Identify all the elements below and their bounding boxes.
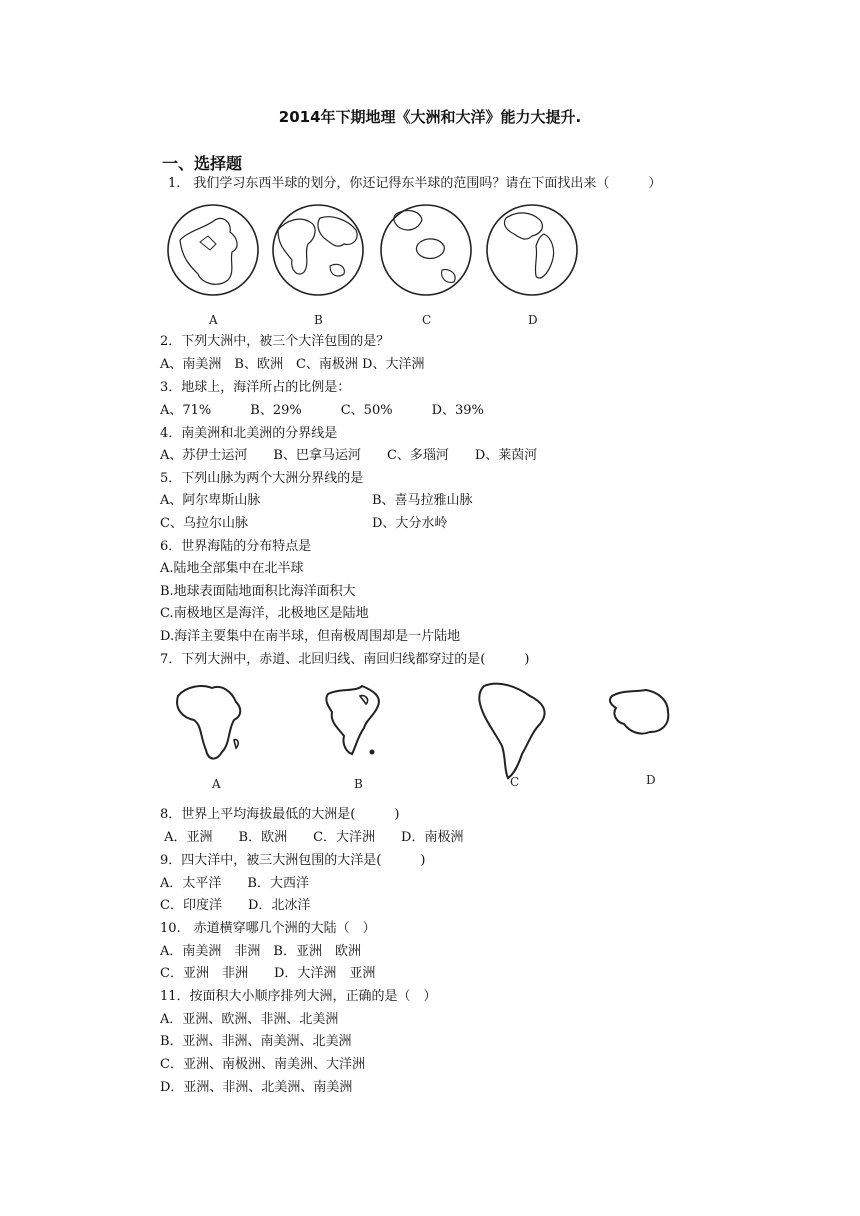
question-8-stem: 8．世界上平均海拔最低的大洲是( ): [160, 807, 400, 822]
question-10-stem: 10. 赤道横穿哪几个洲的大陆（ ）: [160, 921, 376, 936]
globe-label-a: A: [209, 313, 218, 327]
globe-b: [273, 205, 363, 295]
globe-d: [487, 205, 577, 295]
question-11-option-b: B．亚洲、非洲、南美洲、北美洲: [160, 1034, 352, 1049]
question-4-options: A、苏伊士运河 B、巴拿马运河 C、多瑙河 D、莱茵河: [160, 448, 538, 463]
continent-outline-africa: [177, 686, 240, 759]
globe-a: [168, 205, 258, 295]
question-2-options: A、南美洲 B、欧洲 C、南极洲 D、大洋洲: [160, 357, 425, 372]
globe-label-b: B: [314, 313, 323, 327]
continent-label-b: B: [354, 777, 363, 791]
continent-outline-antarctica: [610, 690, 668, 734]
question-6-option-b: B.地球表面陆地面积比海洋面积大: [160, 584, 356, 599]
question-5-option-d: D、大分水岭: [372, 516, 448, 531]
question-9-stem: 9．四大洋中，被三大洲包围的大洋是( ): [160, 853, 426, 868]
continent-label-c: C: [510, 775, 520, 789]
question-7-stem: 7．下列大洲中，赤道、北回归线、南回归线都穿过的是( ): [160, 652, 530, 667]
continent-outlines-figure: [160, 674, 700, 794]
question-6-option-c: C.南极地区是海洋，北极地区是陆地: [160, 606, 369, 621]
question-9-options-line1: A．太平洋 B．大西洋: [160, 876, 309, 891]
question-5-option-c: C、乌拉尔山脉: [160, 516, 248, 531]
question-4-stem: 4．南美洲和北美洲的分界线是: [160, 426, 338, 441]
question-8-options: A．亚洲 B．欧洲 C．大洋洲 D．南极洲: [160, 830, 464, 845]
globe-label-c: C: [422, 313, 432, 327]
page-title: 2014年下期地理《大洲和大洋》能力大提升.: [278, 108, 582, 126]
continent-label-d: D: [646, 773, 656, 787]
question-5-stem: 5．下列山脉为两个大洲分界线的是: [160, 471, 364, 486]
section-heading: 一、选择题: [162, 154, 243, 173]
question-3-options: A、71% B、29% C、50% D、39%: [160, 403, 484, 418]
island-dot: [370, 750, 375, 755]
question-6-stem: 6．世界海陆的分布特点是: [160, 539, 312, 554]
globe-label-d: D: [528, 313, 538, 327]
question-5-option-b: B、喜马拉雅山脉: [372, 493, 473, 508]
question-11-option-a: A．亚洲、欧洲、非洲、北美洲: [160, 1012, 339, 1027]
question-10-options-line1: A．南美洲 非洲 B．亚洲 欧洲: [160, 944, 361, 959]
hemisphere-globes-figure: [160, 200, 590, 330]
continent-outline-south-america: [479, 684, 544, 778]
question-9-options-line2: C．印度洋 D．北冰洋: [160, 898, 311, 913]
question-3-stem: 3．地球上，海洋所占的比例是：: [160, 380, 351, 395]
question-10-options-line2: C．亚洲 非洲 D．大洋洲 亚洲: [160, 966, 376, 981]
question-11-option-c: C．亚洲、南极洲、南美洲、大洋洲: [160, 1057, 365, 1072]
globe-c: [381, 205, 471, 295]
question-6-option-d: D.海洋主要集中在南半球，但南极周围却是一片陆地: [160, 629, 461, 644]
question-11-option-d: D．亚洲、非洲、北美洲、南美洲: [160, 1080, 353, 1095]
question-5-option-a: A、阿尔卑斯山脉: [160, 493, 261, 508]
question-2-stem: 2．下列大洲中，被三个大洋包围的是？: [160, 334, 390, 349]
continent-label-a: A: [212, 777, 221, 791]
question-1-stem: 1. 我们学习东西半球的划分，你还记得东半球的范围吗？请在下面找出来（ ）: [168, 176, 662, 191]
continent-outline-north-america: [326, 686, 379, 755]
question-6-option-a: A.陆地全部集中在北半球: [160, 561, 304, 576]
question-11-stem: 11．按面积大小顺序排列大洲，正确的是（ ）: [160, 989, 437, 1004]
